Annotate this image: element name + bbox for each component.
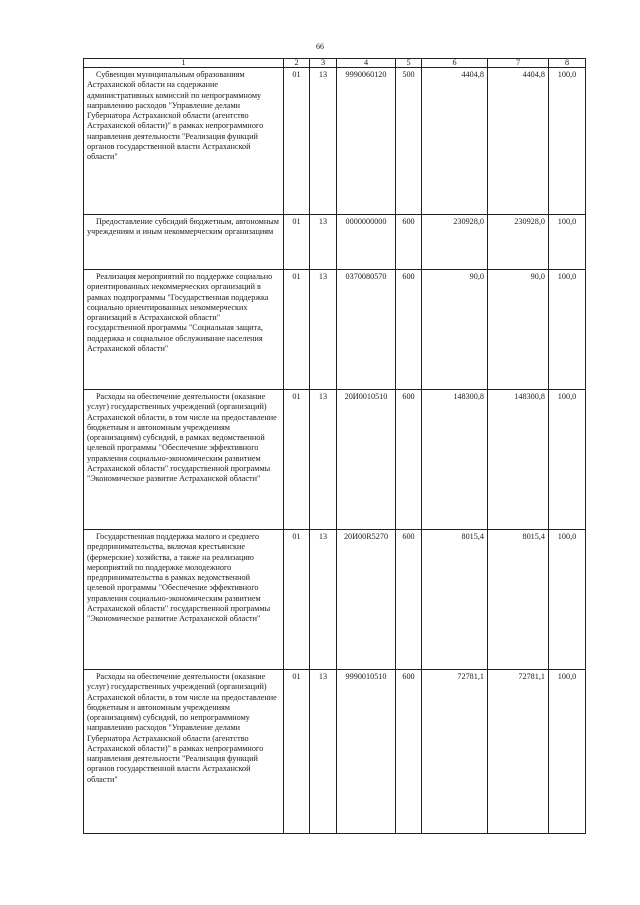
row-executed-amount: 72781,1 <box>488 670 549 834</box>
row-executed-amount: 230928,0 <box>488 215 549 270</box>
header-cell: 6 <box>422 59 488 68</box>
row-subsection: 13 <box>310 270 337 390</box>
row-expense-type: 600 <box>396 530 422 670</box>
row-expense-type: 600 <box>396 670 422 834</box>
page-number: 66 <box>316 42 324 51</box>
table-row <box>84 68 586 215</box>
header-cell: 4 <box>337 59 396 68</box>
row-subsection: 13 <box>310 68 337 215</box>
row-expense-type: 600 <box>396 215 422 270</box>
row-percent: 100,0 <box>549 68 586 215</box>
row-description: Государственная поддержка малого и среднего предпринимательства, включая крестьянские (фермерские) хозяйства, а также на реализацию мероприятий по поддержке молодежного предпринимательства в рамках ведомственной целевой программы "Обеспечение эффективного управления социально-экономическим развитием Астраханской области" государственной программы "Экономическое развитие Астраханской области" <box>84 530 284 670</box>
table-row <box>84 390 586 530</box>
row-planned-amount: 72781,1 <box>422 670 488 834</box>
row-planned-amount: 148300,8 <box>422 390 488 530</box>
table-row <box>84 215 586 270</box>
row-expense-type: 500 <box>396 68 422 215</box>
row-expense-type: 600 <box>396 390 422 530</box>
header-cell: 8 <box>549 59 586 68</box>
row-section: 01 <box>284 68 310 215</box>
row-section: 01 <box>284 390 310 530</box>
row-percent: 100,0 <box>549 670 586 834</box>
row-section: 01 <box>284 215 310 270</box>
table-row <box>84 530 586 670</box>
row-target-article: 9990060120 <box>337 68 396 215</box>
row-executed-amount: 148300,8 <box>488 390 549 530</box>
row-subsection: 13 <box>310 215 337 270</box>
row-target-article: 9990010510 <box>337 670 396 834</box>
row-target-article: 20И0010510 <box>337 390 396 530</box>
row-description: Расходы на обеспечение деятельности (оказание услуг) государственных учреждений (организаций) Астраханской области, в том числе на предоставление бюджетным и автономным учреждениям (организациям) субсидий, по непрограммному направлению расходов "Управление делами Губернатора Астраханской области (агентство Астраханской области)" в рамках непрограммного направления деятельности "Реализация функций органов государственной власти Астраханской области" <box>84 670 284 834</box>
row-percent: 100,0 <box>549 215 586 270</box>
row-percent: 100,0 <box>549 270 586 390</box>
row-executed-amount: 90,0 <box>488 270 549 390</box>
row-percent: 100,0 <box>549 390 586 530</box>
table-row <box>84 670 586 834</box>
row-description: Реализация мероприятий по поддержке социально ориентированных некоммерческих организаций в рамках подпрограммы "Государственная поддержка социально ориентированных некоммерческих организаций в Астраханской области" государственной программы "Социальная защита, поддержка и социальное обслуживание населения Астраханской области" <box>84 270 284 390</box>
row-section: 01 <box>284 530 310 670</box>
row-planned-amount: 4404,8 <box>422 68 488 215</box>
row-expense-type: 600 <box>396 270 422 390</box>
row-percent: 100,0 <box>549 530 586 670</box>
row-description: Предоставление субсидий бюджетным, автономным учреждениям и иным некоммерческим организациям <box>84 215 284 270</box>
header-row <box>84 59 586 68</box>
table-row <box>84 270 586 390</box>
header-cell: 1 <box>84 59 284 68</box>
header-cell: 2 <box>284 59 310 68</box>
row-description: Субвенции муниципальным образованиям Астраханской области на содержание административных комиссий по непрограммному направлению расходов "Управление делами Губернатора Астраханской области (агентство Астраханской области)" в рамках непрограммного направления деятельности "Реализация функций органов государственной власти Астраханской области" <box>84 68 284 215</box>
header-cell: 7 <box>488 59 549 68</box>
row-description: Расходы на обеспечение деятельности (оказание услуг) государственных учреждений (организаций) Астраханской области, в том числе на предоставление бюджетным и автономным учреждениям (организациям) субсидий, в рамках ведомственной целевой программы "Обеспечение эффективного управления социально-экономическим развитием Астраханской области" государственной программы "Экономическое развитие Астраханской области" <box>84 390 284 530</box>
header-cell: 3 <box>310 59 337 68</box>
row-planned-amount: 230928,0 <box>422 215 488 270</box>
row-subsection: 13 <box>310 390 337 530</box>
row-target-article: 0000000000 <box>337 215 396 270</box>
row-subsection: 13 <box>310 530 337 670</box>
row-executed-amount: 4404,8 <box>488 68 549 215</box>
row-target-article: 0370080570 <box>337 270 396 390</box>
row-target-article: 20И00R5270 <box>337 530 396 670</box>
row-subsection: 13 <box>310 670 337 834</box>
header-cell: 5 <box>396 59 422 68</box>
budget-table <box>83 58 586 834</box>
row-section: 01 <box>284 670 310 834</box>
row-executed-amount: 8015,4 <box>488 530 549 670</box>
row-planned-amount: 90,0 <box>422 270 488 390</box>
row-section: 01 <box>284 270 310 390</box>
row-planned-amount: 8015,4 <box>422 530 488 670</box>
